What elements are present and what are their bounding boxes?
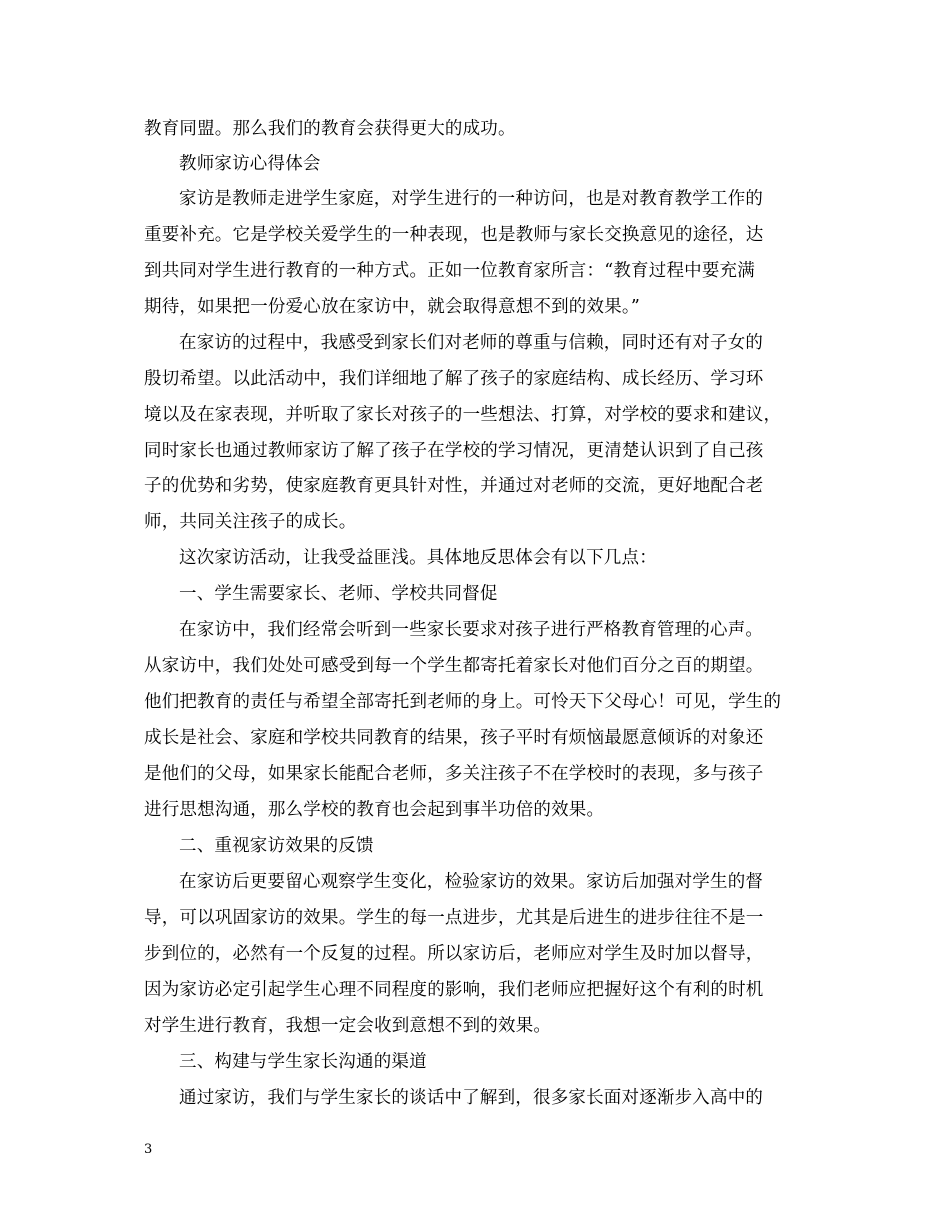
section-heading: 一、学生需要家长、老师、学校共同督促 xyxy=(179,584,498,604)
text-line: 步到位的，必然有一个反复的过程。所以家访后，老师应对学生及时加以督导， xyxy=(144,944,764,964)
text-line: 对学生进行教育，我想一定会收到意想不到的效果。 xyxy=(144,1016,552,1036)
text-line: 进行思想沟通，那么学校的教育也会起到事半功倍的效果。 xyxy=(144,800,605,820)
text-line: 期待，如果把一份爱心放在家访中，就会取得意想不到的效果。” xyxy=(144,297,640,317)
text-line: 同时家长也通过教师家访了解了孩子在学校的学习情况，更清楚认识到了自己孩 xyxy=(144,441,764,461)
text-line: 家访是教师走进学生家庭，对学生进行的一种访问，也是对教育教学工作的 xyxy=(179,189,764,209)
text-line: 在家访中，我们经常会听到一些家长要求对孩子进行严格教育管理的心声。 xyxy=(179,620,764,640)
text-line: 从家访中，我们处处可感受到每一个学生都寄托着家长对他们百分之百的期望。 xyxy=(144,656,764,676)
text-line: 导，可以巩固家访的效果。学生的每一点进步，尤其是后进生的进步往往不是一 xyxy=(144,908,764,928)
text-line: 成长是社会、家庭和学校共同教育的结果，孩子平时有烦恼最愿意倾诉的对象还 xyxy=(144,728,764,748)
text-line: 殷切希望。以此活动中，我们详细地了解了孩子的家庭结构、成长经历、学习环 xyxy=(144,369,764,389)
text-line: 通过家访，我们与学生家长的谈话中了解到，很多家长面对逐渐步入高中的 xyxy=(179,1088,764,1108)
page-number: 3 xyxy=(144,1142,153,1157)
section-title: 教师家访心得体会 xyxy=(179,154,321,174)
text-line: 教育同盟。那么我们的教育会获得更大的成功。 xyxy=(144,119,516,139)
text-line: 子的优势和劣势，使家庭教育更具针对性，并通过对老师的交流，更好地配合老 xyxy=(144,476,764,496)
text-line: 在家访后更要留心观察学生变化，检验家访的效果。家访后加强对学生的督 xyxy=(179,872,764,892)
text-line: 到共同对学生进行教育的一种方式。正如一位教育家所言：“教育过程中要充满 xyxy=(144,261,755,281)
section-heading: 三、构建与学生家长沟通的渠道 xyxy=(179,1052,427,1072)
text-line: 在家访的过程中，我感受到家长们对老师的尊重与信赖，同时还有对子女的 xyxy=(179,333,764,353)
text-line: 这次家访活动，让我受益匪浅。具体地反思体会有以下几点： xyxy=(179,548,657,568)
text-line: 他们把教育的责任与希望全部寄托到老师的身上。可怜天下父母心！可见，学生的 xyxy=(144,692,782,712)
text-line: 师，共同关注孩子的成长。 xyxy=(144,512,357,532)
text-line: 因为家访必定引起学生心理不同程度的影响，我们老师应把握好这个有利的时机 xyxy=(144,980,764,1000)
text-line: 境以及在家表现，并听取了家长对孩子的一些想法、打算，对学校的要求和建议， xyxy=(144,405,782,425)
text-line: 是他们的父母，如果家长能配合老师，多关注孩子不在学校时的表现，多与孩子 xyxy=(144,764,764,784)
text-line: 重要补充。它是学校关爱学生的一种表现，也是教师与家长交换意见的途径，达 xyxy=(144,225,764,245)
section-heading: 二、重视家访效果的反馈 xyxy=(179,836,374,856)
